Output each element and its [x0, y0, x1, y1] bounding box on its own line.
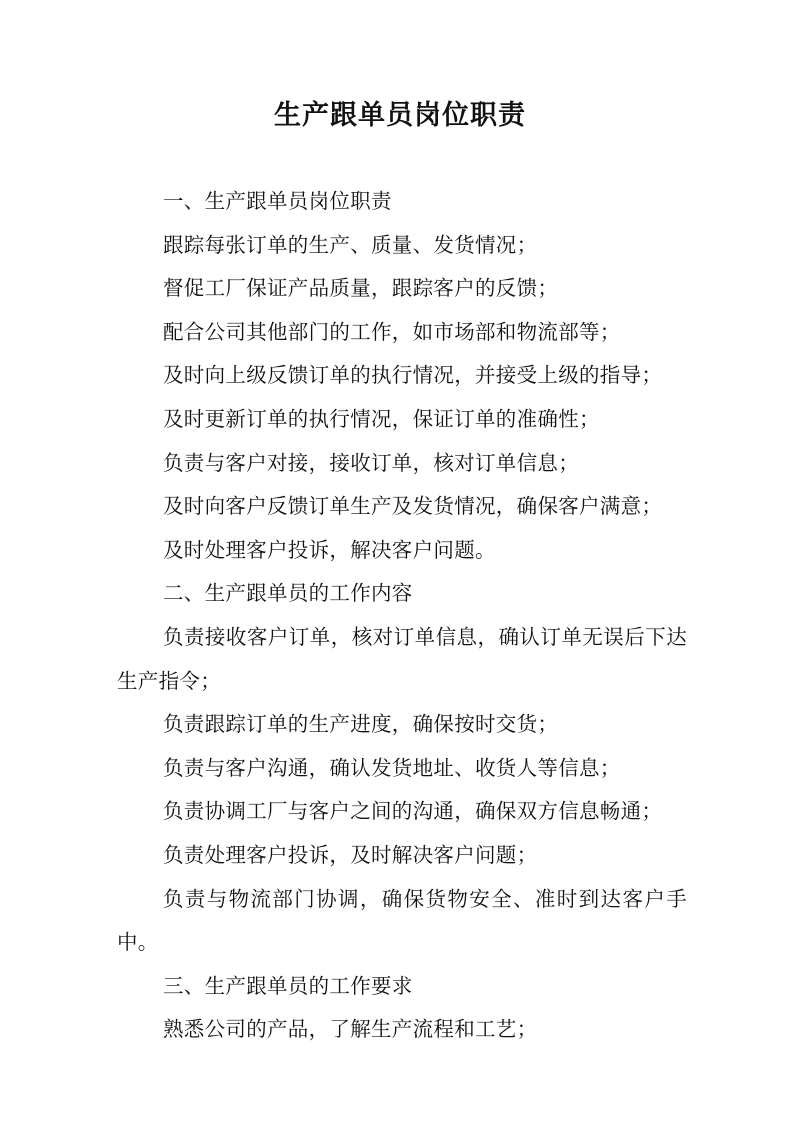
paragraph: 负责与客户沟通，确认发货地址、收货人等信息；: [163, 755, 621, 780]
document-title: 生产跟单员岗位职责: [274, 100, 526, 131]
paragraph: 负责接收客户订单，核对订单信息，确认订单无误后下达生产指令；: [117, 624, 687, 693]
paragraph: 负责与物流部门协调，确保货物安全、准时到达客户手中。: [117, 886, 687, 955]
paragraph: 及时处理客户投诉，解决客户问题。: [163, 537, 496, 562]
paragraph: 及时向客户反馈订单生产及发货情况，确保客户满意；: [163, 494, 663, 519]
paragraph: 负责与客户对接，接收订单，核对订单信息；: [163, 450, 579, 475]
paragraph: 负责跟踪订单的生产进度，确保按时交货；: [163, 712, 559, 737]
paragraph: 督促工厂保证产品质量，跟踪客户的反馈；: [163, 276, 559, 301]
paragraph: 配合公司其他部门的工作，如市场部和物流部等；: [163, 319, 621, 344]
paragraph: 负责协调工厂与客户之间的沟通，确保双方信息畅通；: [163, 799, 663, 824]
section-heading-requirements: 三、生产跟单员的工作要求: [163, 973, 413, 998]
document-body: [117, 180, 687, 1052]
paragraph: 熟悉公司的产品，了解生产流程和工艺；: [163, 1017, 538, 1042]
paragraph: 跟踪每张订单的生产、质量、发货情况；: [163, 232, 538, 257]
paragraph: 及时更新订单的执行情况，保证订单的准确性；: [163, 406, 600, 431]
section-heading-content: 二、生产跟单员的工作内容: [163, 581, 413, 606]
paragraph: 及时向上级反馈订单的执行情况，并接受上级的指导；: [163, 363, 663, 388]
section-heading-duties: 一、生产跟单员岗位职责: [163, 189, 392, 213]
paragraph: 负责处理客户投诉，及时解决客户问题；: [163, 842, 538, 867]
